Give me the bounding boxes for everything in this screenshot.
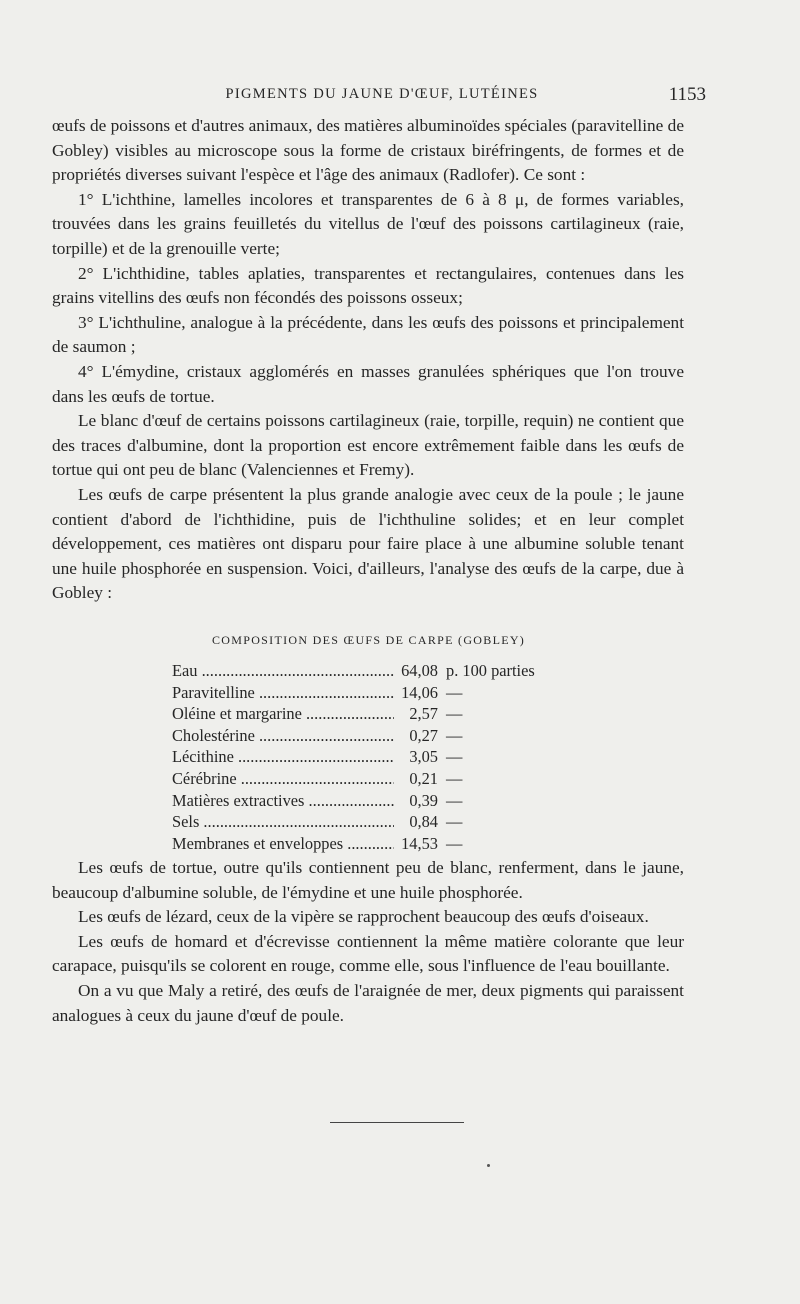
table-cell-component: Eau ..... (172, 660, 394, 682)
table-cell-component: Cholestérine ..... (172, 725, 394, 747)
table-row (172, 790, 592, 812)
table-cell-unit: — (446, 812, 463, 832)
table-title: COMPOSITION DES ŒUFS DE CARPE (GOBLEY) (212, 633, 526, 647)
table-row (172, 703, 592, 725)
table-row (172, 746, 592, 768)
table-cell-unit: — (446, 747, 463, 767)
table-cell-value: 14,06 (401, 682, 438, 702)
paragraph: Les œufs de tortue, outre qu'ils contiennent peu de blanc, renferment, dans le jaune, beaucoup d'albumine soluble, de l'émydine et une huile phosphorée. (52, 858, 684, 902)
paragraph: Les œufs de lézard, ceux de la vipère se rapprochent beaucoup des œufs d'oiseaux. (78, 907, 649, 927)
paragraph: Les œufs de homard et d'écrevisse contiennent la même matière colorante que leur carapace, puisqu'ils se colorent en rouge, comme elle, sous l'influence de l'eau bouillante. (52, 931, 684, 976)
section-divider (330, 1122, 464, 1123)
table-cell-component: Sels ..... (172, 811, 394, 833)
paragraph: Le blanc d'œuf de certains poissons cartilagineux (raie, torpille, requin) ne contient que des traces d'albumine, dont la proportion est encore extrêmement faible dans les œufs de tortue qui ont peu de blanc (Valenciennes et Fremy). (52, 411, 684, 480)
table-cell-component: Lécithine ..... (172, 746, 394, 768)
table-cell-value: 64,08 (401, 661, 438, 680)
table-cell-value: 2,57 (409, 704, 438, 724)
table-cell-component: Paravitelline ..... (172, 682, 394, 704)
composition-table (172, 633, 592, 854)
table-row (172, 768, 592, 790)
table-cell-unit: — (446, 833, 463, 853)
page-header (52, 84, 712, 108)
body-text-top (52, 114, 684, 606)
paragraph: On a vu que Maly a retiré, des œufs de l'araignée de mer, deux pigments qui paraissent analogues à ceux du jaune d'œuf de poule. (52, 980, 684, 1025)
paragraph: œufs de poissons et d'autres animaux, des matières albuminoïdes spéciales (paravitelline de Gobley) visibles au microscope sous la forme de cristaux biréfringents, de formes et de propriétés diverses suivant l'espèce et l'âge des animaux (Radlofer). Ce sont : (52, 116, 684, 185)
table-cell-value: 3,05 (409, 747, 438, 767)
table-cell-unit: — (446, 790, 463, 810)
paragraph-ichthuline: 3° L'ichthuline, analogue à la précédente, dans les œufs des poissons et principalement de saumon ; (52, 312, 684, 357)
table-cell-unit: — (446, 768, 463, 788)
table-row (172, 725, 592, 747)
paragraph-ichthidine: 2° L'ichthidine, tables aplaties, transparentes et rectangulaires, contenues dans les grains vitellins des œufs non fécondés des poissons osseux; (52, 263, 684, 308)
table-row (172, 811, 592, 833)
print-speck (487, 1164, 490, 1167)
table-cell-component: Membranes et enveloppes ..... (172, 833, 394, 855)
table-row (172, 682, 592, 704)
table-cell-value: 14,53 (401, 833, 438, 853)
table-cell-value: 0,21 (409, 768, 438, 788)
paragraph-ichthine: 1° L'ichthine, lamelles incolores et transparentes de 6 à 8 μ, de formes variables, trouvées dans les grains feuilletés du vitellus de l'œuf des poissons cartilagineux (raie, torpille) et de la grenouille verte; (52, 189, 684, 258)
table-cell-unit: — (446, 725, 463, 745)
table-cell-unit: p. 100 parties (446, 661, 535, 680)
table-cell-component: Cérébrine ..... (172, 768, 394, 790)
table-row (172, 660, 592, 682)
body-text-bottom (52, 856, 684, 1028)
table-cell-unit: — (446, 682, 463, 702)
table-row (172, 833, 592, 855)
table-cell-unit: — (446, 704, 463, 724)
table-cell-value: 0,84 (409, 812, 438, 832)
table-cell-component: Matières extractives ..... (172, 790, 394, 812)
table-cell-value: 0,27 (409, 725, 438, 745)
table-cell-value: 0,39 (409, 790, 438, 810)
paragraph: Les œufs de carpe présentent la plus grande analogie avec ceux de la poule ; le jaune contient d'abord de l'ichthidine, puis de l'ichthuline solides; et en leur complet développement, ces matières ont disparu pour faire place à une albumine soluble tenant une huile phosphorée en suspension. Voici, d'ailleurs, l'analyse des œufs de la carpe, due à Gobley : (52, 484, 684, 603)
paragraph-emydine: 4° L'émydine, cristaux agglomérés en masses granulées sphériques que l'on trouve dans les œufs de tortue. (52, 361, 684, 406)
page-number: 1153 (668, 84, 706, 105)
running-title: PIGMENTS DU JAUNE D'ŒUF, LUTÉINES (225, 86, 539, 102)
table-cell-component: Oléine et margarine ..... (172, 703, 394, 725)
